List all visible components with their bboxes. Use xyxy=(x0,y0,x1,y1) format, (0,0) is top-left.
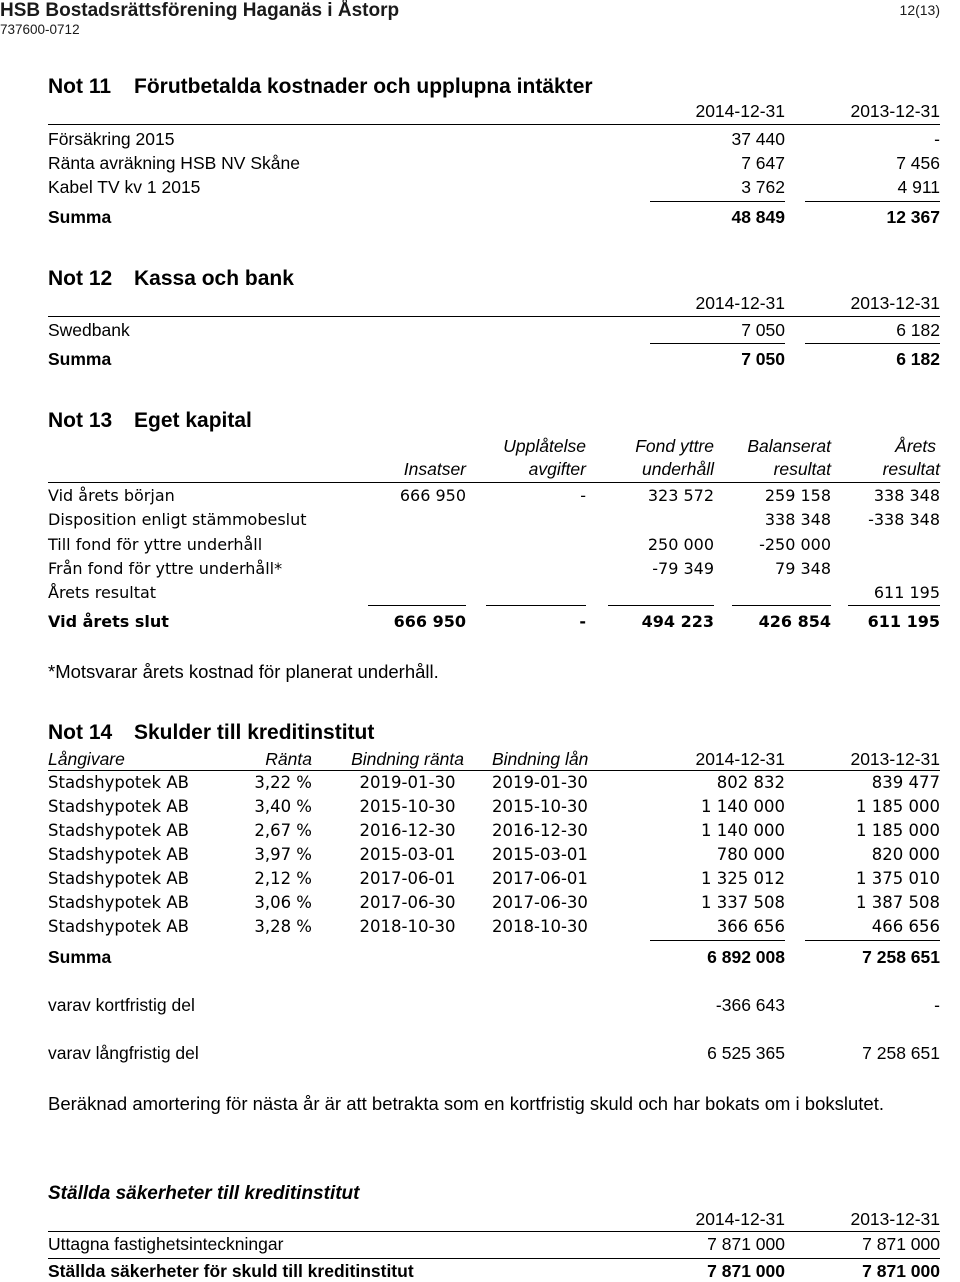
note-11-col-2014: 2014-12-31 xyxy=(695,101,785,121)
loan-fixed-until: 2019-01-30 xyxy=(492,773,588,792)
interest-rate: 2,12 % xyxy=(254,869,312,888)
value-balanserat: 338 348 xyxy=(764,510,831,529)
collateral-sum-rule xyxy=(48,1258,940,1259)
note-14-heading xyxy=(48,721,374,745)
value-2014: 366 656 xyxy=(716,917,785,936)
value-2013: - xyxy=(934,129,940,149)
sum-rule xyxy=(650,940,785,941)
row-label: varav kortfristig del xyxy=(48,995,195,1015)
sum-rule xyxy=(848,605,940,606)
sum-label: Summa xyxy=(48,947,112,967)
row-label: Uttagna fastighetsinteckningar xyxy=(48,1234,284,1254)
rate-fixed-until: 2016-12-30 xyxy=(359,821,456,840)
loan-fixed-until: 2017-06-01 xyxy=(492,869,588,888)
value-fond: -79 349 xyxy=(652,559,714,578)
sum-2013: 6 182 xyxy=(896,349,940,369)
sum-rule xyxy=(650,343,785,344)
note-13-title: Eget kapital xyxy=(134,409,252,432)
collateral-col-2014: 2014-12-31 xyxy=(695,1209,785,1229)
column-header: Bindning lån xyxy=(492,749,589,769)
note-14-number: Not 14 xyxy=(48,721,113,744)
lender: Stadshypotek AB xyxy=(48,917,189,936)
row-label: Ränta avräkning HSB NV Skåne xyxy=(48,153,300,173)
column-header: underhåll xyxy=(642,459,714,479)
value-fond: 323 572 xyxy=(647,486,714,505)
value-2013: 1 387 508 xyxy=(856,893,940,912)
collateral-col-2013: 2013-12-31 xyxy=(850,1209,940,1229)
rate-fixed-until: 2017-06-01 xyxy=(359,869,456,888)
column-header: Årets xyxy=(895,436,936,456)
column-header: avgifter xyxy=(528,459,586,479)
sum-fond: 494 223 xyxy=(641,612,714,631)
sum-rule xyxy=(805,940,940,941)
value-2013: 1 185 000 xyxy=(856,797,940,816)
value-2014: 780 000 xyxy=(716,845,785,864)
value-2014: 7 050 xyxy=(741,320,785,340)
sum-insatser: 666 950 xyxy=(393,612,466,631)
value-balanserat: 259 158 xyxy=(764,486,831,505)
organization-number: 737600-0712 xyxy=(0,22,80,37)
value-2013: 4 911 xyxy=(897,177,940,197)
interest-rate: 3,22 % xyxy=(254,773,312,792)
value-2013: 1 185 000 xyxy=(856,821,940,840)
sum-label: Summa xyxy=(48,349,112,369)
note-12-header-rule xyxy=(48,316,940,317)
interest-rate: 3,40 % xyxy=(254,797,312,816)
value-2013: - xyxy=(934,995,940,1015)
lender: Stadshypotek AB xyxy=(48,773,189,792)
value-2014: 7 871 000 xyxy=(707,1234,785,1254)
value-2013: 7 456 xyxy=(896,153,940,173)
value-balanserat: 79 348 xyxy=(775,559,831,578)
row-label: Vid årets början xyxy=(48,486,175,505)
row-label: Försäkring 2015 xyxy=(48,129,175,149)
value-2013: 839 477 xyxy=(871,773,940,792)
rate-fixed-until: 2018-10-30 xyxy=(359,917,456,936)
value-2014: 3 762 xyxy=(741,177,785,197)
organization-title: HSB Bostadsrättsförening Haganäs i Åstorp xyxy=(0,0,400,21)
sum-balanserat: 426 854 xyxy=(758,612,831,631)
sum-label: Vid årets slut xyxy=(48,612,169,631)
sum-arets: 611 195 xyxy=(867,612,940,631)
lender: Stadshypotek AB xyxy=(48,821,189,840)
value-2013: 466 656 xyxy=(871,917,940,936)
note-12-col-2014: 2014-12-31 xyxy=(695,293,785,313)
value-2014: 802 832 xyxy=(716,773,785,792)
value-insatser: 666 950 xyxy=(399,486,466,505)
value-2014: 7 647 xyxy=(741,153,785,173)
loan-fixed-until: 2016-12-30 xyxy=(492,821,588,840)
sum-rule xyxy=(608,605,714,606)
value-2013: 6 182 xyxy=(896,320,940,340)
sum-2014: 7 871 000 xyxy=(707,1261,785,1281)
row-label: Från fond för yttre underhåll* xyxy=(48,559,283,578)
rate-fixed-until: 2017-06-30 xyxy=(359,893,456,912)
interest-rate: 3,06 % xyxy=(254,893,312,912)
value-balanserat: -250 000 xyxy=(759,535,831,554)
lender: Stadshypotek AB xyxy=(48,869,189,888)
column-header: Balanserat xyxy=(747,436,831,456)
sum-rule xyxy=(486,605,586,606)
value-2013: 7 871 000 xyxy=(862,1234,940,1254)
loan-fixed-until: 2017-06-30 xyxy=(492,893,588,912)
note-14-title: Skulder till kreditinstitut xyxy=(134,721,375,744)
note-12-number: Not 12 xyxy=(48,267,113,290)
note-11-number: Not 11 xyxy=(48,75,112,98)
collateral-header-rule xyxy=(48,1231,940,1232)
row-label: Kabel TV kv 1 2015 xyxy=(48,177,201,197)
sum-label: Summa xyxy=(48,207,112,227)
column-header: 2014-12-31 xyxy=(695,749,785,769)
rate-fixed-until: 2015-03-01 xyxy=(359,845,456,864)
sum-2014: 6 892 008 xyxy=(707,947,785,967)
lender: Stadshypotek AB xyxy=(48,845,189,864)
note-12-col-2013: 2013-12-31 xyxy=(850,293,940,313)
note-11-heading xyxy=(48,75,593,99)
value-2014: 6 525 365 xyxy=(707,1043,785,1063)
row-label: Årets resultat xyxy=(48,583,157,602)
sum-rule xyxy=(732,605,831,606)
page-number: 12(13) xyxy=(899,2,940,18)
rate-fixed-until: 2015-10-30 xyxy=(359,797,456,816)
column-header: Fond yttre xyxy=(635,436,714,456)
note-11-header-rule xyxy=(48,124,940,125)
amortization-note: Beräknad amortering för nästa år är att betrakta som en kortfristig skuld och har bokats om i bokslutet. xyxy=(48,1093,884,1114)
value-2013: 7 258 651 xyxy=(862,1043,940,1063)
value-2013: 820 000 xyxy=(871,845,940,864)
note-13-heading xyxy=(48,409,252,433)
value-2014: 1 337 508 xyxy=(701,893,785,912)
row-label: varav långfristig del xyxy=(48,1043,199,1063)
sum-2013: 7 258 651 xyxy=(862,947,940,967)
loan-fixed-until: 2015-03-01 xyxy=(492,845,588,864)
interest-rate: 3,97 % xyxy=(254,845,312,864)
value-arets: -338 348 xyxy=(868,510,940,529)
value-arets: 611 195 xyxy=(873,583,940,602)
sum-2014: 48 849 xyxy=(731,207,785,227)
column-header: Insatser xyxy=(403,459,466,479)
column-header: 2013-12-31 xyxy=(850,749,940,769)
note-13-header-rule xyxy=(48,482,940,483)
row-label: Till fond för yttre underhåll xyxy=(48,535,263,554)
sum-2013: 12 367 xyxy=(886,207,940,227)
note-13-number: Not 13 xyxy=(48,409,113,432)
sum-rule xyxy=(650,201,785,202)
column-header: Upplåtelse xyxy=(503,436,586,456)
value-2014: 37 440 xyxy=(731,129,785,149)
note-12-title: Kassa och bank xyxy=(134,267,294,290)
sum-rule xyxy=(368,605,466,606)
value-2014: -366 643 xyxy=(715,995,785,1015)
value-arets: 338 348 xyxy=(873,486,940,505)
value-upplatelse: - xyxy=(580,486,586,505)
value-2013: 1 375 010 xyxy=(856,869,940,888)
column-header: resultat xyxy=(882,459,940,479)
sum-rule xyxy=(805,201,940,202)
note-11-title: Förutbetalda kostnader och upplupna intäkter xyxy=(134,75,593,98)
sum-upplatelse: - xyxy=(579,612,586,631)
sum-label: Ställda säkerheter för skuld till kreditinstitut xyxy=(48,1261,414,1281)
lender: Stadshypotek AB xyxy=(48,797,189,816)
column-header: Långivare xyxy=(48,749,125,769)
loan-fixed-until: 2015-10-30 xyxy=(492,797,588,816)
sum-2013: 7 871 000 xyxy=(862,1261,940,1281)
rate-fixed-until: 2019-01-30 xyxy=(359,773,456,792)
sum-2014: 7 050 xyxy=(741,349,785,369)
loan-fixed-until: 2018-10-30 xyxy=(492,917,588,936)
lender: Stadshypotek AB xyxy=(48,893,189,912)
value-2014: 1 325 012 xyxy=(701,869,785,888)
note-12-heading xyxy=(48,267,294,291)
column-header: Bindning ränta xyxy=(351,749,464,769)
column-header: resultat xyxy=(773,459,831,479)
collateral-title: Ställda säkerheter till kreditinstitut xyxy=(48,1183,360,1204)
note-11-col-2013: 2013-12-31 xyxy=(850,101,940,121)
row-label: Disposition enligt stämmobeslut xyxy=(48,510,307,529)
value-2014: 1 140 000 xyxy=(701,821,785,840)
footnote: *Motsvarar årets kostnad för planerat underhåll. xyxy=(48,661,439,682)
interest-rate: 2,67 % xyxy=(254,821,312,840)
sum-rule xyxy=(805,343,940,344)
column-header: Ränta xyxy=(265,749,312,769)
value-2014: 1 140 000 xyxy=(701,797,785,816)
interest-rate: 3,28 % xyxy=(254,917,312,936)
row-label: Swedbank xyxy=(48,320,130,340)
value-fond: 250 000 xyxy=(647,535,714,554)
note-14-header-rule xyxy=(48,770,940,771)
